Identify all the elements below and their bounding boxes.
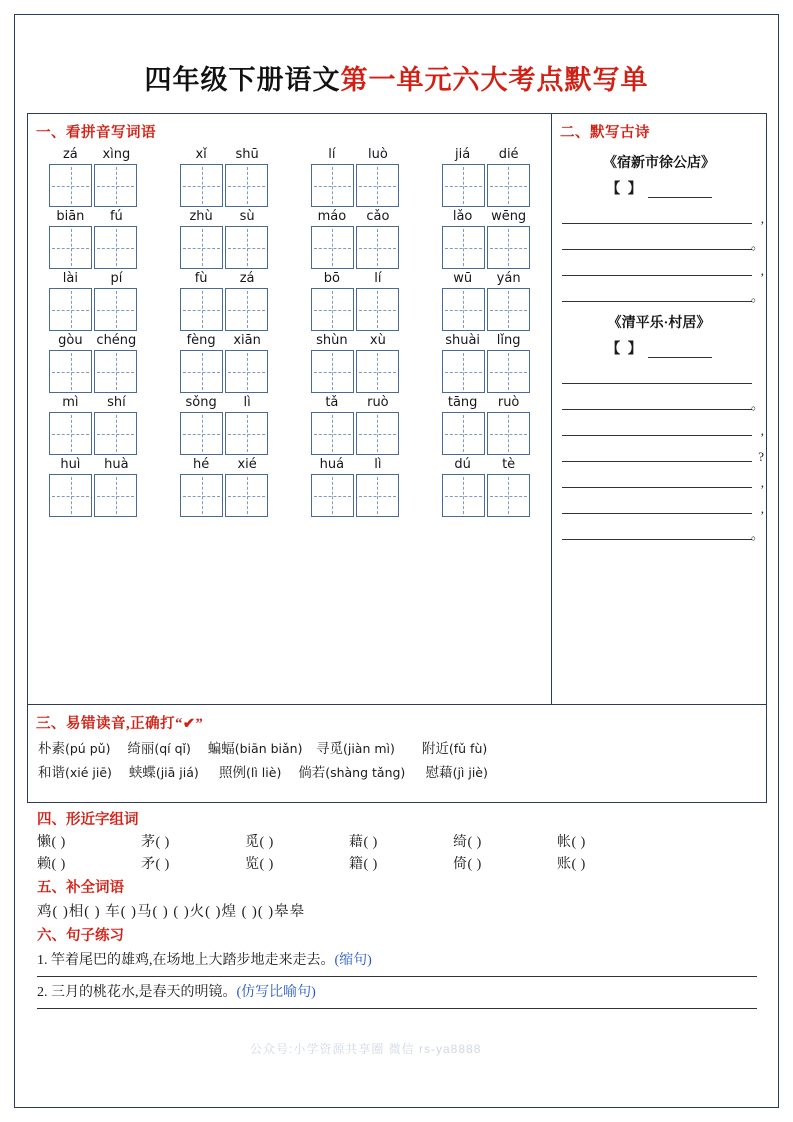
tianzige-pair[interactable] xyxy=(311,226,399,269)
tianzige-cell[interactable] xyxy=(311,474,354,517)
poem2-title: 《清平乐·村居》 xyxy=(607,316,711,331)
pron-word: 蝙蝠 xyxy=(207,741,235,756)
section4-heading: 四、形近字组词 xyxy=(37,812,139,828)
pinyin-group xyxy=(427,332,545,393)
poem2-bracket: 【 】 xyxy=(606,342,644,357)
pinyin-syllable: lì xyxy=(243,395,251,410)
tianzige-pair[interactable] xyxy=(311,350,399,393)
pron-options[interactable]: (jì jiè) xyxy=(452,765,488,780)
pinyin-group xyxy=(427,208,545,269)
poem1-first-line[interactable] xyxy=(552,178,766,198)
question1-text: 1. 竿着尾巴的雄鸡,在场地上大踏步地走来走去。 xyxy=(37,953,335,968)
pinyin-row xyxy=(28,146,551,207)
tianzige-pair[interactable] xyxy=(180,164,268,207)
pinyin-syllable: tǎ xyxy=(325,395,339,410)
similar-char-item[interactable]: 觅( ) xyxy=(245,835,274,850)
pinyin-syllable: hé xyxy=(193,457,210,472)
tianzige-cell[interactable] xyxy=(94,226,137,269)
pinyin-group xyxy=(296,146,414,207)
pron-options[interactable]: (pú pǔ) xyxy=(65,741,111,756)
pinyin-group xyxy=(427,394,545,455)
pinyin-group xyxy=(296,394,414,455)
question1-hint: (缩句) xyxy=(334,953,372,968)
section-pronunciation xyxy=(27,705,767,803)
pinyin-label xyxy=(427,146,545,164)
pron-word: 蛱蝶 xyxy=(128,765,156,780)
pinyin-group xyxy=(296,270,414,331)
pron-word: 附近 xyxy=(421,741,449,756)
title-suffix: 第一单元六大考点默写单 xyxy=(340,65,649,95)
poem2-write-line[interactable] xyxy=(562,462,764,490)
tianzige-pair[interactable] xyxy=(311,412,399,455)
section6-heading: 六、句子练习 xyxy=(37,928,124,944)
pinyin-row xyxy=(28,394,551,455)
pinyin-group xyxy=(427,270,545,331)
pinyin-syllable: zhù xyxy=(189,209,213,224)
pinyin-group xyxy=(427,456,545,517)
pinyin-grid-rows xyxy=(28,146,551,517)
pinyin-syllable: dié xyxy=(498,147,519,162)
pinyin-syllable: sǒng xyxy=(185,395,217,410)
pron-word: 倘若 xyxy=(298,765,326,780)
line-punct: , xyxy=(760,501,764,516)
poem1-write-line[interactable] xyxy=(562,198,764,226)
pinyin-syllable: gòu xyxy=(58,333,83,348)
pron-options[interactable]: (jiā jiá) xyxy=(155,765,199,780)
poem1-author-blank[interactable] xyxy=(648,183,712,198)
pinyin-syllable: huá xyxy=(319,457,345,472)
poem2-first-line[interactable] xyxy=(552,338,766,358)
pinyin-syllable: lǐng xyxy=(496,333,521,348)
tianzige-cell[interactable] xyxy=(49,288,92,331)
pinyin-syllable: fèng xyxy=(186,333,216,348)
tianzige-pair[interactable] xyxy=(49,350,137,393)
pinyin-group xyxy=(34,270,152,331)
question2-text: 2. 三月的桃花水,是春天的明镜。 xyxy=(37,985,237,1000)
line-punct: , xyxy=(760,263,764,278)
pinyin-syllable: fú xyxy=(109,209,123,224)
watermark: 公众号:小学资源共享圈 微信 rs-ya8888 xyxy=(250,1042,482,1056)
tianzige-cell[interactable] xyxy=(487,164,530,207)
tianzige-cell[interactable] xyxy=(356,474,399,517)
pinyin-label xyxy=(34,332,152,350)
pinyin-syllable: tè xyxy=(502,457,516,472)
pinyin-label xyxy=(165,146,283,164)
pinyin-syllable: ruò xyxy=(497,395,520,410)
pron-options[interactable]: (jiàn mì) xyxy=(342,741,395,756)
tianzige-cell[interactable] xyxy=(94,412,137,455)
tianzige-cell[interactable] xyxy=(356,164,399,207)
pinyin-label xyxy=(427,456,545,474)
tianzige-cell[interactable] xyxy=(49,474,92,517)
tianzige-cell[interactable] xyxy=(180,412,223,455)
tianzige-cell[interactable] xyxy=(180,226,223,269)
pinyin-group xyxy=(427,146,545,207)
pinyin-syllable: lǎo xyxy=(452,209,473,224)
tianzige-pair[interactable] xyxy=(442,226,530,269)
page-title xyxy=(0,58,793,97)
tianzige-cell[interactable] xyxy=(442,226,485,269)
poem2-write-line[interactable] xyxy=(562,384,764,412)
tianzige-cell[interactable] xyxy=(49,226,92,269)
pinyin-syllable: lí xyxy=(328,147,336,162)
pinyin-group xyxy=(34,146,152,207)
pinyin-syllable: mì xyxy=(62,395,79,410)
tianzige-pair[interactable] xyxy=(311,474,399,517)
pinyin-label xyxy=(427,332,545,350)
pron-item[interactable] xyxy=(208,737,303,757)
main-content-box xyxy=(27,113,767,705)
tianzige-pair[interactable] xyxy=(180,226,268,269)
pinyin-group xyxy=(34,456,152,517)
tianzige-cell[interactable] xyxy=(356,226,399,269)
pron-item[interactable] xyxy=(298,761,405,781)
tianzige-cell[interactable] xyxy=(356,350,399,393)
pinyin-syllable: lài xyxy=(62,271,78,286)
pinyin-syllable: shū xyxy=(235,147,259,162)
pronunciation-row[interactable] xyxy=(38,737,766,757)
tianzige-pair[interactable] xyxy=(311,288,399,331)
tianzige-cell[interactable] xyxy=(94,164,137,207)
pinyin-label xyxy=(296,456,414,474)
similar-char-item[interactable]: 帐( ) xyxy=(557,835,586,850)
pinyin-syllable: xǐ xyxy=(195,147,207,162)
pinyin-label xyxy=(296,332,414,350)
tianzige-cell[interactable] xyxy=(225,226,268,269)
section1-heading: 一、看拼音写词语 xyxy=(36,125,156,141)
pinyin-group xyxy=(296,456,414,517)
pron-item[interactable] xyxy=(316,737,395,757)
poem2-write-line[interactable] xyxy=(562,488,764,516)
similar-char-item[interactable]: 藉( ) xyxy=(349,835,378,850)
line-punct: , xyxy=(760,423,764,438)
pron-options[interactable]: (lì liè) xyxy=(246,765,282,780)
line-punct: , xyxy=(760,211,764,226)
poem2-author-blank[interactable] xyxy=(648,343,712,358)
tianzige-pair[interactable] xyxy=(442,474,530,517)
pinyin-group xyxy=(296,332,414,393)
tianzige-cell[interactable] xyxy=(356,412,399,455)
tianzige-cell[interactable] xyxy=(311,226,354,269)
similar-char-item[interactable]: 赖( ) xyxy=(37,857,66,872)
tianzige-cell[interactable] xyxy=(442,412,485,455)
similar-char-item[interactable]: 籍( ) xyxy=(349,857,378,872)
sentence-question-1 xyxy=(37,949,767,969)
tianzige-pair[interactable] xyxy=(180,350,268,393)
tianzige-cell[interactable] xyxy=(180,350,223,393)
lower-sections xyxy=(27,805,767,1009)
poem1-write-line[interactable] xyxy=(562,276,764,304)
pinyin-label xyxy=(427,394,545,412)
tianzige-cell[interactable] xyxy=(311,412,354,455)
similar-char-item[interactable]: 矛( ) xyxy=(141,857,170,872)
tianzige-cell[interactable] xyxy=(49,412,92,455)
question2-hint: (仿写比喻句) xyxy=(236,985,316,1000)
tianzige-pair[interactable] xyxy=(180,474,268,517)
pinyin-syllable: wēng xyxy=(491,209,527,224)
section3-heading: 三、易错读音,正确打“✔” xyxy=(36,716,204,732)
pinyin-row xyxy=(28,332,551,393)
pinyin-syllable: tāng xyxy=(447,395,478,410)
tianzige-pair[interactable] xyxy=(180,412,268,455)
tianzige-cell[interactable] xyxy=(356,288,399,331)
pinyin-syllable: xìng xyxy=(102,147,131,162)
pron-options[interactable]: (fǔ fù) xyxy=(448,741,488,756)
similar-char-item[interactable]: 账( ) xyxy=(557,857,586,872)
tianzige-pair[interactable] xyxy=(442,164,530,207)
pron-item[interactable] xyxy=(38,761,112,781)
pinyin-group xyxy=(34,394,152,455)
tianzige-cell[interactable] xyxy=(49,164,92,207)
pron-item[interactable] xyxy=(422,737,487,757)
tianzige-cell[interactable] xyxy=(94,288,137,331)
pinyin-syllable: huì xyxy=(60,457,81,472)
tianzige-cell[interactable] xyxy=(442,474,485,517)
tianzige-cell[interactable] xyxy=(442,350,485,393)
tianzige-cell[interactable] xyxy=(487,288,530,331)
pinyin-group xyxy=(165,208,283,269)
pinyin-group xyxy=(165,394,283,455)
tianzige-cell[interactable] xyxy=(487,226,530,269)
title-prefix: 四年级下册语文 xyxy=(144,65,341,95)
pinyin-row xyxy=(28,270,551,331)
pinyin-label xyxy=(165,394,283,412)
pinyin-group xyxy=(34,332,152,393)
pinyin-syllable: fù xyxy=(194,271,208,286)
section-poem-dictation xyxy=(552,114,766,704)
pron-word: 照例 xyxy=(219,765,247,780)
tianzige-pair[interactable] xyxy=(49,412,137,455)
pinyin-syllable: jiá xyxy=(455,147,471,162)
pinyin-label xyxy=(34,456,152,474)
similar-char-row[interactable] xyxy=(37,853,767,873)
pron-word: 和谐 xyxy=(38,765,65,780)
poem2-write-line[interactable] xyxy=(562,514,764,542)
tianzige-pair[interactable] xyxy=(180,288,268,331)
tianzige-cell[interactable] xyxy=(180,288,223,331)
pinyin-syllable: xù xyxy=(369,333,386,348)
pinyin-syllable: luò xyxy=(367,147,388,162)
line-punct: 。 xyxy=(750,289,764,304)
tianzige-cell[interactable] xyxy=(225,350,268,393)
pinyin-group xyxy=(165,146,283,207)
pinyin-syllable: máo xyxy=(317,209,347,224)
pinyin-syllable: xiān xyxy=(233,333,261,348)
pinyin-group xyxy=(296,208,414,269)
pinyin-syllable: chéng xyxy=(96,333,137,348)
pinyin-syllable: wū xyxy=(453,271,473,286)
section2-heading: 二、默写古诗 xyxy=(560,125,650,141)
pinyin-syllable: lí xyxy=(374,271,382,286)
section5-heading: 五、补全词语 xyxy=(37,880,124,896)
pinyin-syllable: dú xyxy=(454,457,471,472)
tianzige-cell[interactable] xyxy=(311,288,354,331)
pinyin-syllable: shí xyxy=(107,395,126,410)
tianzige-cell[interactable] xyxy=(225,412,268,455)
pinyin-label xyxy=(427,208,545,226)
tianzige-cell[interactable] xyxy=(487,412,530,455)
pinyin-row xyxy=(28,208,551,269)
sentence-question-2 xyxy=(37,981,767,1001)
tianzige-cell[interactable] xyxy=(180,164,223,207)
pron-item[interactable] xyxy=(129,761,199,781)
similar-char-item[interactable]: 懒( ) xyxy=(37,835,66,850)
pinyin-syllable: pí xyxy=(110,271,123,286)
tianzige-pair[interactable] xyxy=(442,350,530,393)
pron-item[interactable] xyxy=(38,737,110,757)
poem1-bracket: 【 】 xyxy=(606,182,644,197)
poem1-title: 《宿新市徐公店》 xyxy=(603,156,715,171)
tianzige-cell[interactable] xyxy=(487,474,530,517)
answer-line[interactable] xyxy=(37,975,757,977)
pinyin-label xyxy=(34,146,152,164)
similar-char-item[interactable]: 览( ) xyxy=(245,857,274,872)
pron-word: 寻觅 xyxy=(315,741,343,756)
pronunciation-row[interactable] xyxy=(38,761,766,781)
tianzige-cell[interactable] xyxy=(442,288,485,331)
pinyin-group xyxy=(34,208,152,269)
answer-line[interactable] xyxy=(37,1007,757,1009)
pinyin-label xyxy=(165,332,283,350)
tianzige-cell[interactable] xyxy=(225,288,268,331)
tianzige-cell[interactable] xyxy=(49,350,92,393)
line-punct: , xyxy=(760,475,764,490)
pinyin-group xyxy=(165,456,283,517)
similar-char-item[interactable]: 茅( ) xyxy=(141,835,170,850)
pron-options[interactable]: (qí qǐ) xyxy=(154,741,191,756)
similar-char-item[interactable]: 倚( ) xyxy=(453,857,482,872)
similar-char-item[interactable]: 绮( ) xyxy=(453,835,482,850)
pron-word: 绮丽 xyxy=(127,741,155,756)
line-punct: ? xyxy=(758,449,764,464)
tianzige-pair[interactable] xyxy=(311,164,399,207)
tianzige-cell[interactable] xyxy=(311,164,354,207)
similar-char-row[interactable] xyxy=(37,831,767,851)
pron-options[interactable]: (xié jiē) xyxy=(65,765,112,780)
pinyin-group xyxy=(165,332,283,393)
pinyin-syllable: cǎo xyxy=(366,209,390,224)
pinyin-label xyxy=(165,208,283,226)
pron-options[interactable]: (shàng tǎng) xyxy=(325,765,406,780)
pron-item[interactable] xyxy=(426,761,488,781)
line-punct: 。 xyxy=(750,397,764,412)
pinyin-label xyxy=(165,456,283,474)
poem2-write-line[interactable] xyxy=(562,436,764,464)
tianzige-pair[interactable] xyxy=(49,474,137,517)
pinyin-syllable: huà xyxy=(104,457,129,472)
pinyin-syllable: sù xyxy=(239,209,255,224)
tianzige-cell[interactable] xyxy=(311,350,354,393)
pinyin-syllable: ruò xyxy=(367,395,389,410)
pron-item[interactable] xyxy=(219,761,281,781)
tianzige-cell[interactable] xyxy=(94,350,137,393)
pron-word: 朴素 xyxy=(38,741,65,756)
tianzige-pair[interactable] xyxy=(442,412,530,455)
pinyin-group xyxy=(165,270,283,331)
pinyin-syllable: zá xyxy=(239,271,255,286)
poem2-write-line[interactable] xyxy=(562,410,764,438)
pinyin-label xyxy=(34,270,152,288)
pron-options[interactable]: (biān biǎn) xyxy=(234,741,303,756)
pinyin-label xyxy=(165,270,283,288)
tianzige-cell[interactable] xyxy=(442,164,485,207)
poem1-write-line[interactable] xyxy=(562,224,764,252)
poem2-write-line[interactable] xyxy=(562,358,752,384)
pron-item[interactable] xyxy=(127,737,191,757)
line-punct: 。 xyxy=(750,527,764,542)
tianzige-cell[interactable] xyxy=(487,350,530,393)
tianzige-pair[interactable] xyxy=(49,226,137,269)
pinyin-syllable: biān xyxy=(56,209,85,224)
pinyin-label xyxy=(296,208,414,226)
pinyin-label xyxy=(34,208,152,226)
pinyin-row xyxy=(28,456,551,517)
pinyin-label xyxy=(296,146,414,164)
line-punct: 。 xyxy=(750,237,764,252)
pinyin-syllable: yán xyxy=(496,271,521,286)
tianzige-pair[interactable] xyxy=(442,288,530,331)
pinyin-label xyxy=(296,270,414,288)
tianzige-pair[interactable] xyxy=(49,288,137,331)
section-pinyin-writing xyxy=(28,114,552,704)
pinyin-label xyxy=(34,394,152,412)
pinyin-label xyxy=(296,394,414,412)
tianzige-cell[interactable] xyxy=(225,164,268,207)
pron-word: 慰藉 xyxy=(425,765,453,780)
pinyin-syllable: bō xyxy=(323,271,340,286)
tianzige-cell[interactable] xyxy=(225,474,268,517)
pinyin-syllable: shùn xyxy=(316,333,348,348)
pinyin-label xyxy=(427,270,545,288)
complete-idioms-line[interactable]: 鸡( )相( ) 车( )马( ) ( )火( )煌 ( )( )皋皋 xyxy=(37,904,306,920)
tianzige-cell[interactable] xyxy=(94,474,137,517)
tianzige-cell[interactable] xyxy=(180,474,223,517)
pinyin-syllable: xié xyxy=(237,457,257,472)
pinyin-syllable: lì xyxy=(374,457,382,472)
poem1-write-line[interactable] xyxy=(562,250,764,278)
pinyin-syllable: shuài xyxy=(445,333,481,348)
tianzige-pair[interactable] xyxy=(49,164,137,207)
pinyin-syllable: zá xyxy=(62,147,78,162)
